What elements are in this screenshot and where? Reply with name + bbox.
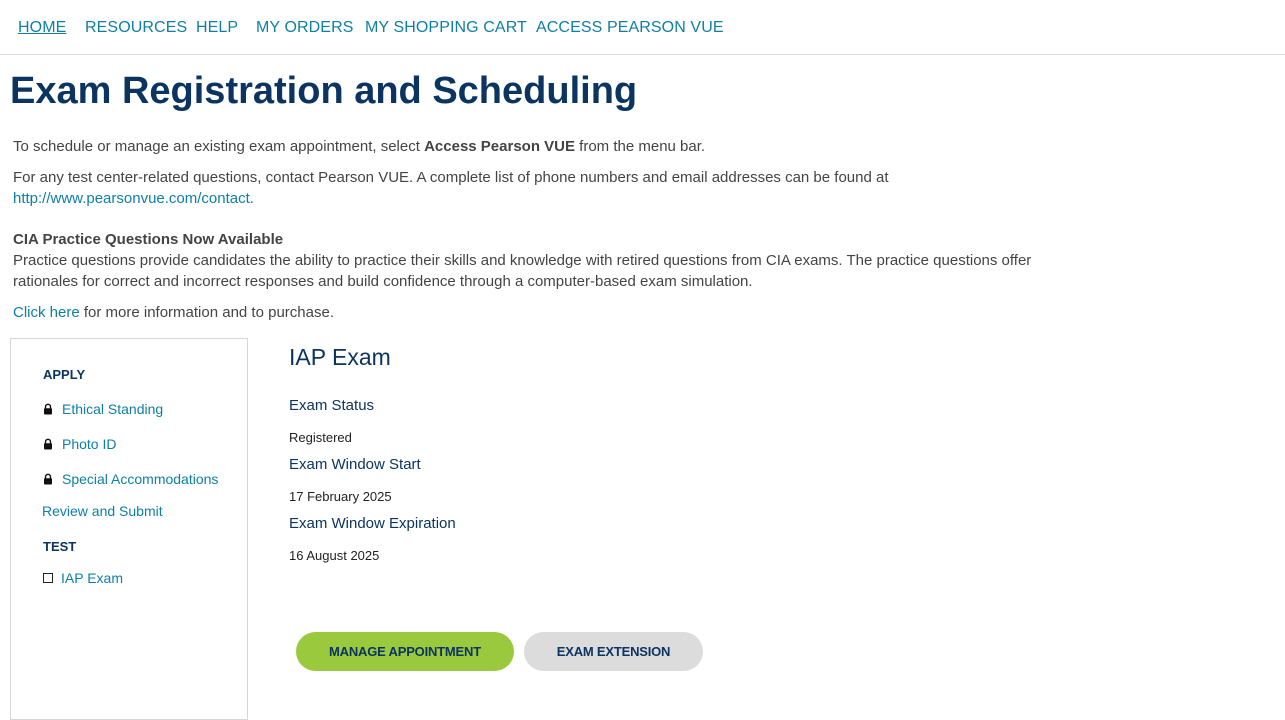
exam-extension-button[interactable]: EXAM EXTENSION (524, 632, 703, 671)
exam-window-expiration-label: Exam Window Expiration (289, 515, 456, 532)
top-navigation (0, 0, 1285, 55)
sidebar-item-review-submit[interactable] (42, 503, 163, 519)
nav-resources-link[interactable]: RESOURCES (85, 19, 188, 36)
registration-sidebar (10, 338, 248, 720)
contact-paragraph-link (13, 188, 254, 209)
exam-window-expiration-value: 16 August 2025 (289, 548, 380, 563)
nav-home-link[interactable]: HOME (18, 19, 67, 36)
sidebar-item-label: IAP Exam (61, 570, 123, 586)
sidebar-item-label: Review and Submit (42, 503, 163, 519)
nav-my-orders-link[interactable]: MY ORDERS (256, 19, 354, 36)
exam-window-start-value: 17 February 2025 (289, 489, 392, 504)
manage-appointment-button[interactable]: MANAGE APPOINTMENT (296, 632, 514, 671)
checkbox-icon (43, 573, 53, 583)
exam-window-start-label: Exam Window Start (289, 456, 421, 473)
purchase-paragraph (13, 302, 334, 323)
nav-access-pearson-vue-link[interactable]: ACCESS PEARSON VUE (536, 19, 724, 36)
purchase-text: for more information and to purchase. (79, 304, 334, 321)
sidebar-item-label: Photo ID (62, 436, 117, 452)
nav-shopping-cart-link[interactable]: MY SHOPPING CART (365, 19, 527, 36)
click-here-link[interactable]: Click here (13, 304, 80, 321)
sidebar-item-photo-id[interactable] (43, 436, 116, 452)
exam-status-label: Exam Status (289, 397, 375, 414)
intro-text-post: from the menu bar. (575, 138, 706, 155)
sidebar-item-special-accommodations[interactable] (43, 471, 218, 487)
exam-status-value: Registered (289, 430, 352, 445)
practice-text-line-2: rationales for correct and incorrect responses and build confidence through a computer-based exam simulation. (13, 273, 753, 290)
exam-title: IAP Exam (289, 344, 391, 370)
sidebar-item-iap-exam[interactable] (43, 570, 123, 586)
pearson-contact-link[interactable]: http://www.pearsonvue.com/contact. (13, 190, 254, 207)
intro-paragraph (13, 136, 705, 157)
sidebar-item-ethical-standing[interactable] (43, 401, 163, 417)
intro-text-pre: To schedule or manage an existing exam appointment, select (13, 138, 425, 155)
intro-text-bold: Access Pearson VUE (424, 138, 575, 155)
practice-heading-text: CIA Practice Questions Now Available (13, 231, 284, 248)
page-title: Exam Registration and Scheduling (10, 70, 638, 112)
lock-icon (43, 438, 53, 450)
contact-text: For any test center-related questions, contact Pearson VUE. A complete list of phone numbers and email addresses can be found at (13, 169, 889, 186)
practice-text-line-1: Practice questions provide candidates the ability to practice their skills and knowledge with retired questions from CIA exams. The practice questions offer (13, 252, 1032, 269)
practice-heading (13, 229, 283, 250)
sidebar-item-label: Ethical Standing (62, 401, 164, 417)
lock-icon (43, 473, 53, 485)
nav-help-link[interactable]: HELP (196, 19, 239, 36)
apply-heading: APPLY (43, 367, 86, 382)
test-heading: TEST (43, 539, 77, 554)
lock-icon (43, 403, 53, 415)
sidebar-item-label: Special Accommodations (62, 471, 219, 487)
